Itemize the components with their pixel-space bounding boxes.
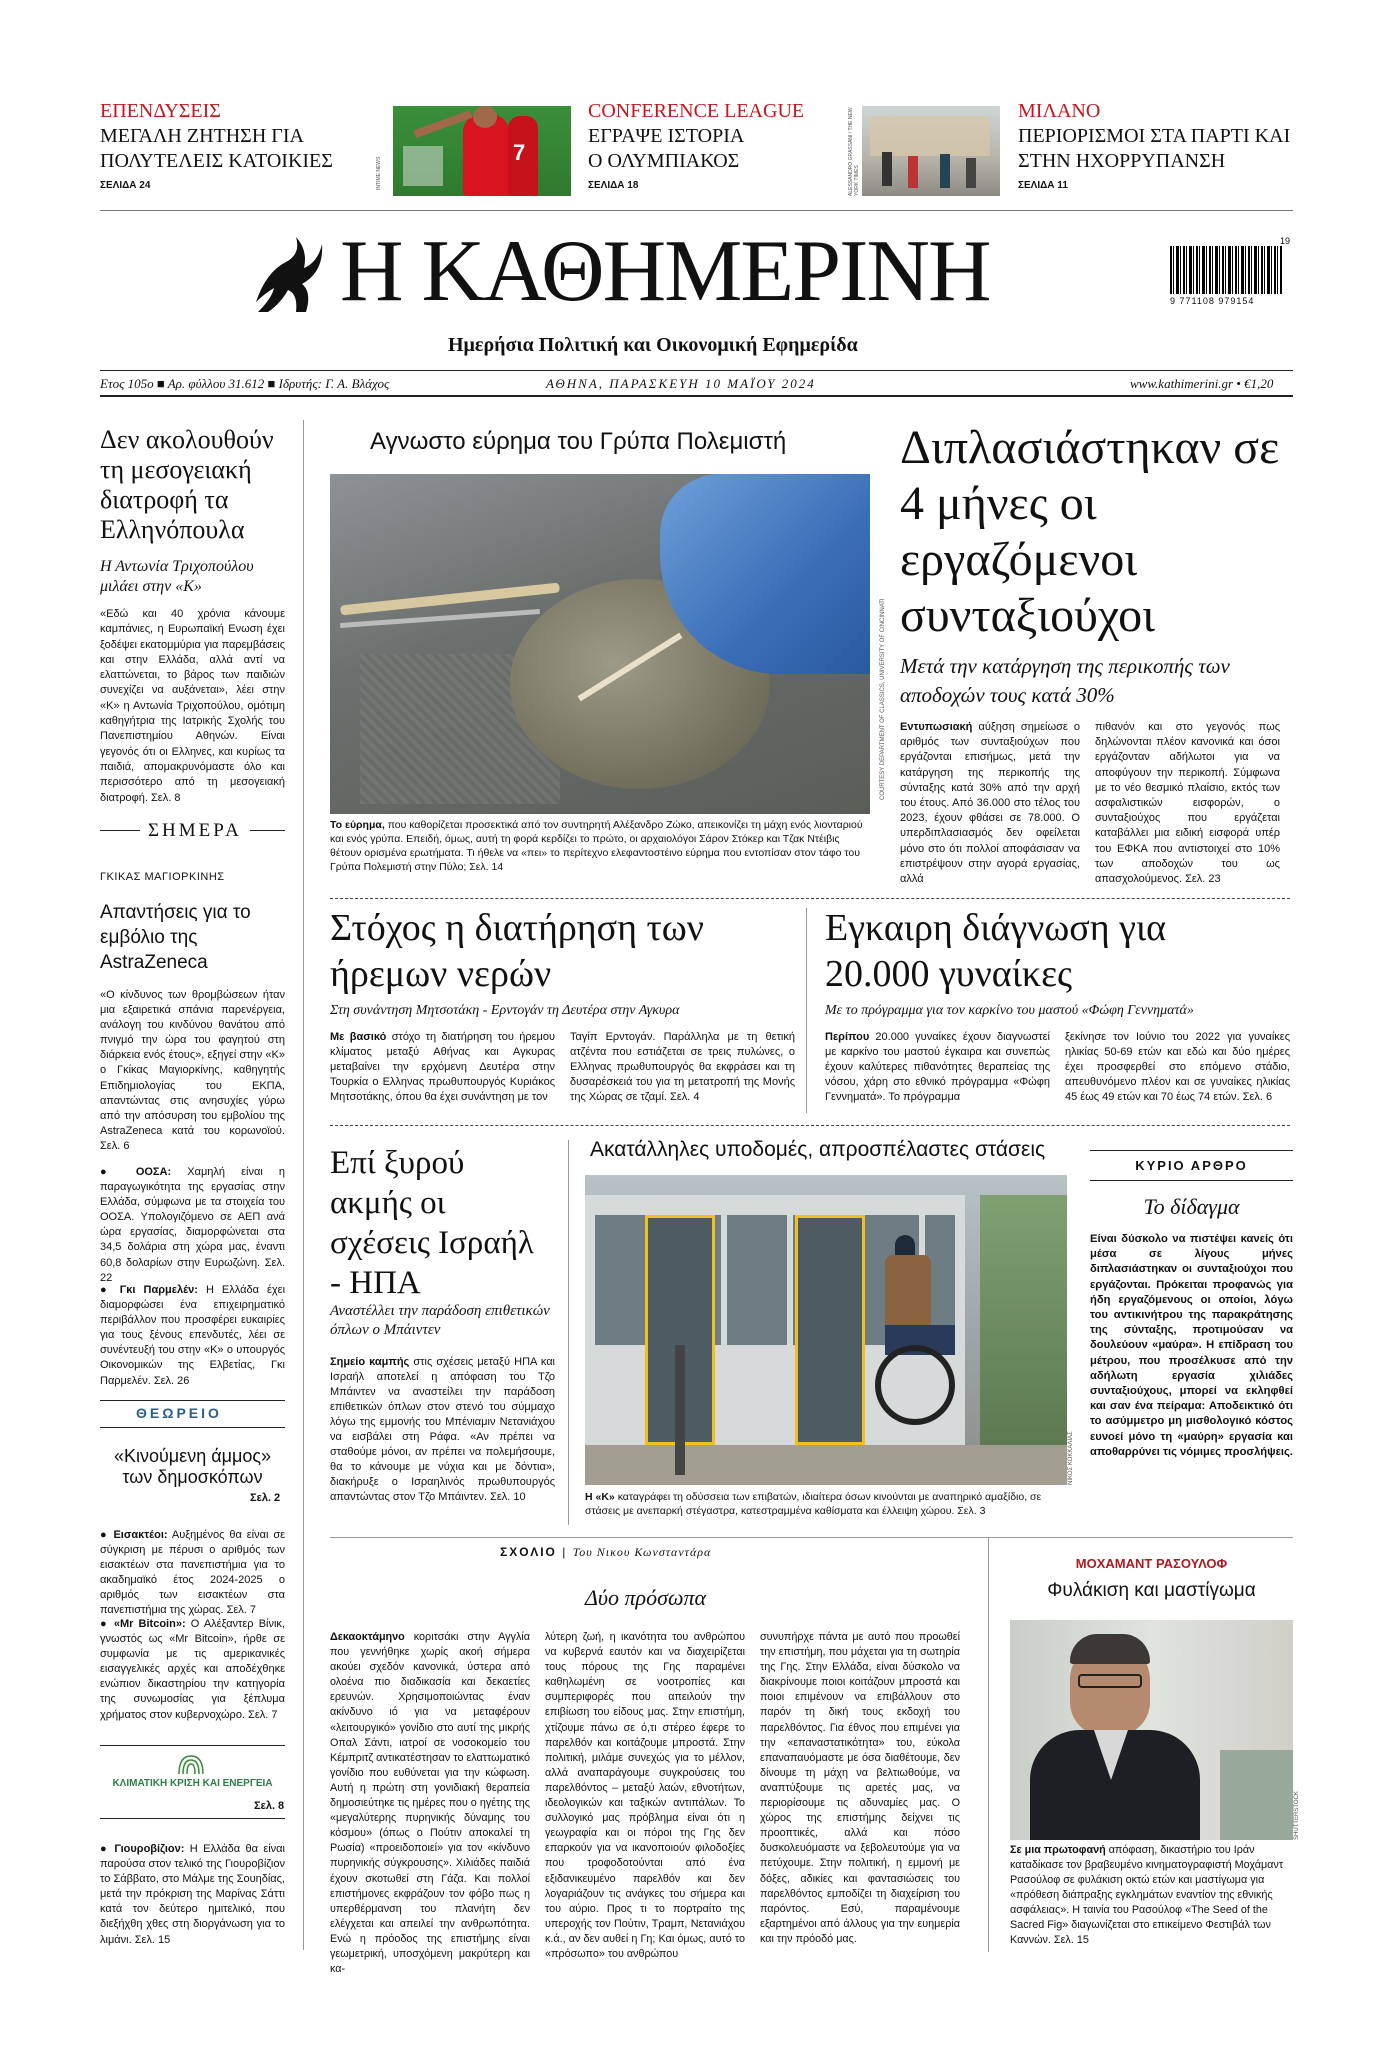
column-heading: ΣΧΟΛΙΟ | Του Νικου Κωνσταντάρα — [500, 1545, 712, 1559]
diagnosis-story-col1 — [825, 1030, 1050, 1110]
teaser-page: ΣΕΛΙΔΑ 11 — [1018, 180, 1068, 191]
divider — [100, 370, 1293, 371]
editorial-title: Το δίδαγμα — [1143, 1194, 1240, 1219]
caption-lead: Το εύρημα, — [330, 819, 385, 831]
divider — [330, 898, 1290, 899]
rasoulof-caption — [1010, 1843, 1293, 1948]
column-divider — [568, 1140, 569, 1525]
teaser-kicker: ΜΙΛΑΝΟ — [1018, 100, 1101, 122]
calm-story-title[interactable]: Στόχος η διατήρηση των ήρεμων νερών — [330, 907, 704, 995]
website-price: www.kathimerini.gr • €1,20 — [1130, 376, 1274, 391]
lead-story-subtitle: Μετά την κατάργηση της περικοπής των αποδοχών τους κατά 30% — [900, 654, 1230, 707]
editorial-box — [1090, 1150, 1293, 1520]
lead-story-col2: πιθανόν και στο γεγονός πως δηλώνονται πλέον κανονικά και όσοι εργάζονταν αδήλωτοι για να αποφύγουν την περικοπή. Σύμφωνα με το νέο θεσμικό πλαίσιο, εκτός των ασφαλιστικών εισφορών, ο συνταξιούχος που εργάζεται καταβάλλει μια ειδική εισφορά υπέρ του ΕΦΚΑ που αντιστοιχεί στο 10% των αποδοχών του ως απασχολούμενος. Σελ. 23 — [1095, 721, 1280, 886]
bullet-lead: Γιουροβίζιον: — [114, 1843, 185, 1855]
col-text: στόχο τη διατήρηση του ήρεμου κλίματος μεταξύ Αθήνας και Αγκυρας μεταβαίνει την ερχόμενη Δευτέρα στην Τουρκία ο Ελληνας πρωθυπουργός Κυριάκος Μητσοτάκης, όπου θα έχει συνάντηση με τον — [330, 1031, 555, 1103]
theorio-label: ΘΕΩΡΕΙΟ — [136, 1405, 222, 1421]
teaser-title: ΕΓΡΑΨΕ ΙΣΤΟΡΙΑ Ο ΟΛΥΜΠΙΑΚΟΣ — [588, 125, 744, 172]
divider — [100, 1427, 285, 1428]
bullet-text: Αυξημένος θα είναι σε σύγκριση με πέρυσι ο αριθμός των εισακτέων στα πανεπιστήμια για το ακαδημαϊκό έτος 2024-2025 ο αριθμός των εισακτέων στα πανεπιστήμια της χώρας. Σελ. 7 — [100, 1529, 286, 1617]
diagnosis-story-subtitle: Με το πρόγραμμα για τον καρκίνο του μαστού «Φώφη Γεννηματά» — [825, 1003, 1194, 1018]
lead-story-col1 — [900, 720, 1080, 886]
israel-story-body — [330, 1355, 555, 1523]
israel-story-title[interactable]: Επί ξυρού ακμής οι σχέσεις Ισραήλ - ΗΠΑ — [330, 1145, 534, 1301]
divider — [100, 210, 1293, 211]
center-photo-caption — [330, 818, 870, 896]
teaser-1[interactable] — [100, 100, 360, 200]
caption-text: απόφαση, δικαστήριο του Ιράν καταδίκασε τον βραβευμένο κινηματογραφιστή Μοχάμαντ Ρασούλοφ σε φυλάκιση οκτώ ετών και μαστίγωμα για «πρόθεση διάπραξης εγκλημάτων εναντίον της εθνικής ασφάλειας». Η ταινία του Ρασούλοφ «The Seed of the Sacred Fig» διαγωνίζεται στο επικείμενο Φεστιβάλ των Καννών. Σελ. 15 — [1010, 1844, 1284, 1946]
body-text: στις σχέσεις μεταξύ ΗΠΑ και Ισραήλ αποτελεί η απόφαση του Τζο Μπάιντεν να αναστείλει την παράδοση επιθετικών όπλων στον στενό του σύμμαχο λόγω της εμμονής του Μπένιαμιν Νετανιάχου να εισβάλει στη Ράφα. «Αν πρέπει να σταθούμε μόνοι, αν πρέπει να πολεμήσουμε, θα το κάνουμε με νύχια και με δόντια», διακήρυξε ο Ισραηλινός πρωθυπουργός απαντώντας στον Τζο Μπάιντεν. Σελ. 10 — [330, 1356, 556, 1503]
theorio-bullet-1: ● Εισακτέοι: Αυξημένος θα είναι σε σύγκριση με πέρυσι ο αριθμός των εισακτέων στα πανεπιστήμια για το ακαδημαϊκό έτος 2024-2025 ο αριθμός των εισακτέων στα πανεπιστήμια της χώρας. Σελ. 7 — [100, 1529, 286, 1617]
bus-photo-credit: ΝΙΚΟΣ ΚΟΚΚΑΛΙΑΣ — [1068, 1431, 1074, 1485]
lead-word: Σημείο καμπής — [330, 1356, 410, 1368]
teaser-photo-credit: INTIME NEWS — [376, 156, 382, 190]
divider — [330, 1537, 1293, 1538]
bullet-lead: ΟΟΣΑ: — [135, 1166, 172, 1178]
teaser-title: ΜΕΓΑΛΗ ΖΗΤΗΣΗ ΓΙΑ ΠΟΛΥΤΕΛΕΙΣ ΚΑΤΟΙΚΙΕΣ — [100, 125, 333, 172]
lead-word: Εντυπωσιακή — [900, 721, 973, 733]
bullet-lead: «Mr Bitcoin»: — [113, 1618, 186, 1630]
barcode-number: 9 771108 979154 — [1170, 296, 1255, 306]
caption-text: που καθορίζεται προσεκτικά από τον συντηρητή Αλέξανδρο Ζώκο, απεικονίζει τη μάχη ενός λιονταριού και ενός γρύπα. Επειδή, όμως, αυτή τη φορά κερδίζει το πρώτο, οι αρχαιολόγοι Σάρον Στόκερ και Τζακ Ντέιβις θέτουν ορισμένα ερωτήματα. Τι ήθελε να «πει» το περίτεχνο ελεφαντοστέινο εύρημα που εντοπίσαν στον τάφο του Γρύπα Πολεμιστή στην Πύλο; Σελ. 14 — [330, 819, 863, 873]
left-story-body: «Εδώ και 40 χρόνια κάνουμε καμπάνιες, η Ευρωπαϊκή Ενωση έχει ξοδέψει εκατομμύρια για παρεμβάσεις και στην Ελλάδα, αλλά αντί να ελαττώνεται, το βάρος των παιδιών συνεχίζει να αυξάνεται», λέει στην «Κ» η Αντωνία Τριχοπούλου, ομότιμη καθηγήτρια της Ιατρικής Σχολής του Πανεπιστημίου Αθηνών. Είναι γεγονός ότι οι Ελληνες, και κυρίως τα παιδιά, απομακρυνόμαστε όλο και περισσότερο από τη μεσογειακή διατροφή. Σελ. 8 — [100, 608, 285, 804]
teaser-page: ΣΕΛΙΔΑ 18 — [588, 180, 639, 191]
left-story[interactable] — [100, 425, 285, 804]
column-label: ΣΧΟΛΙΟ — [500, 1545, 557, 1559]
teaser-photo-milan — [862, 106, 1000, 196]
griffin-logo — [246, 232, 326, 322]
barcode-top: 19 — [1279, 236, 1290, 246]
divider — [100, 1400, 285, 1401]
issue-info: Ετος 105ο ■ Αρ. φύλλου 31.612 ■ Ιδρυτής: Γ. Α. Βλάχος — [100, 376, 390, 391]
theorio-bullet-2: ● «Mr Bitcoin»: Ο Αλέξαντερ Βίνικ, γνωστός ως «Mr Bitcoin», ήρθε σε συμφωνία με τις αμερικανικές εισαγγελικές αρχές και αποδέχθηκε ενώπιον δικαστηρίου την κατηγορία της συνωμοσίας για ξέπλυμα χρήματος στον κυβερνοχώρο. Σελ. 7 — [100, 1618, 285, 1721]
barcode — [1170, 236, 1290, 316]
bullet-text: Η Ελλάδα θα είναι παρούσα στον τελικό της Γιουροβίζιον το Σάββατο, στο Μάλμε της Σουηδίας, μετά την πρόκριση της Μαρίνας Σάττι κατά τον δεύτερο ημιτελικό, που διεξήχθη χθες στη διοργάνωση για το λιμάνι. Σελ. 15 — [100, 1843, 285, 1946]
masthead-title: Η ΚΑΘΗΜΕΡΙΝΗ — [340, 223, 990, 320]
rasoulof-credit: SHUTTERSTOCK — [1294, 1791, 1300, 1840]
divider — [100, 1818, 285, 1819]
simera-bullet-2: ● Γκι Παρμελέν: Η Ελλάδα έχει διαμορφώσει ένα επιχειρηματικό περιβάλλον που προσφέρει ευκαιρίες για τους ξένους επενδυτές, λέει σε συνέντευξή του στην «Κ» ο υπουργός Οικονομικών της Ελβετίας, Γκι Παρμελέν. Σελ. 26 — [100, 1284, 286, 1387]
column-author: Του Νικου Κωνσταντάρα — [572, 1545, 712, 1559]
teaser-2[interactable] — [588, 100, 828, 200]
column-title: Δύο πρόσωπα — [585, 1585, 707, 1610]
lead-word: Δεκαοκτάμηνο — [330, 1631, 405, 1643]
teaser-kicker: CONFERENCE LEAGUE — [588, 100, 805, 122]
teaser-photo-credit: ALESSANDRO GRASSANI / THE NEW YORK TIMES — [848, 107, 860, 196]
israel-story-subtitle: Αναστέλλει την παράδοση επιθετικών όπλων ο Μπάιντεν — [330, 1303, 550, 1338]
editorial-body: Είναι δύσκολο να πιστέψει κανείς ότι μέσα σε λίγους μήνες διπλασιάστηκαν οι συνταξιούχοι που εργάζονται. Πρόκειται προφανώς για ήδη εργαζόμενους οι οποίοι, λόγω του αντικινήτρου της παρακράτησης της σύνταξης, προτιμούσαν να δουλεύουν «μαύρα». Η επίδραση του μέτρου, που προσέλκυσε από την αδήλωτη εργασία χιλιάδες συνταξιούχους, μπορεί να εκληφθεί και σαν ένα πείραμα: Αποδεικτικό ότι το ασύμμετρο μη μισθολογικό κόστος ευνοεί μόνο τη «μαύρη» εργασία και αποθαρρύνει τις νόμιμες προσλήψεις. — [1090, 1233, 1293, 1458]
bus-photo — [585, 1175, 1067, 1485]
bullet-lead: Εισακτέοι: — [113, 1529, 168, 1541]
teaser-title: ΠΕΡΙΟΡΙΣΜΟΙ ΣΤΑ ΠΑΡΤΙ ΚΑΙ ΣΤΗΝ ΗΧΟΡΡΥΠΑΝΣΗ — [1018, 125, 1291, 172]
fingerprint-icon — [173, 1750, 209, 1776]
column-col3: συνυπήρχε πάντα με αυτό που προωθεί την επιστήμη, που μάχεται για τη σωτηρία της Γης. Στην Ελλάδα, είναι δύσκολο να διακρίνουμε ποιοι κοιτάζουν μπροστά και ποιοι επιμένουν να επιβάλλουν στο παρόν τη δική τους εκδοχή του παρελθόντος. Για έθνος που επιμένει για την «επαναστατικότητα» του, εύκολα επαναπαυόμαστε με όσα διαθέτουμε, δεν δίνουμε τη μάχη να βελτιωθούμε, να αναπτύξουμε τις αρετές μας, να περιορίσουμε τις αδυναμίες μας. Ο χώρος της επιστήμης δείχνει τις προοπτικές, αλλά και πόσο δυσκολευόμαστε να ξεβολευτούμε για να πετύχουμε. Στην πολιτική, η εμμονή με δόξες, αδικίες και φαντασιώσεις του παρελθόντος εμποδίζει τη διαχείριση του παρόντος. Εσύ, παραμένουμε εξαρτημένοι από άλλους για την ευημερία και την πρόοδό μας. — [760, 1631, 960, 1945]
left-story-title: Δεν ακολουθούν τη μεσογειακή διατροφή τα Ελληνόπουλα — [100, 425, 274, 544]
column-col1 — [330, 1630, 530, 1976]
calm-story-subtitle: Στη συνάντηση Μητσοτάκη - Ερντογάν τη Δευτέρα στην Αγκυρα — [330, 1003, 680, 1018]
column-divider — [988, 1537, 989, 1952]
center-photo-credit: COURTESY DEPARTMENT OF CLASSICS, UNIVERSITY OF CINCINNATI — [880, 598, 886, 800]
column-divider — [303, 420, 304, 1950]
left-story-byline: Η Αντωνία Τριχοπούλου μιλάει στην «Κ» — [100, 558, 254, 595]
simera-author: ΓΚΙΚΑΣ ΜΑΓΙΟΡΚΙΝΗΣ — [100, 871, 225, 883]
bus-photo-header: Ακατάλληλες υποδομές, απροσπέλαστες στάσεις — [590, 1138, 1046, 1161]
teaser-3[interactable] — [1018, 100, 1298, 200]
lead-story-title[interactable]: Διπλασιάστηκαν σε 4 μήνες οι εργαζόμενοι συνταξιούχοι — [900, 421, 1280, 642]
diagnosis-story-col2: ξεκίνησε τον Ιούνιο του 2022 για γυναίκες ηλικίας 50-69 ετών και εδώ και δύο ημέρες έχει προσφερθεί στο επόμενο στάδιο, απευθυνόμενο πλέον και σε γυναίκες ηλικίας 45 έως 49 ετών και 70 έως 74 ετών. Σελ. 6 — [1065, 1031, 1290, 1103]
center-photo — [330, 474, 870, 814]
diagnosis-story-title[interactable]: Εγκαιρη διάγνωση για 20.000 γυναίκες — [825, 907, 1167, 995]
divider — [100, 1745, 285, 1746]
col-text: κοριτσάκι στην Αγγλία που γεννήθηκε χωρίς ακοή σήμερα ακούει σχεδόν κανονικά, ύστερα από ολοένα πιο διαδικασία και δεκαετίες ερευνών. Χρησιμοποιώντας έναν ακίνδυνο ιό για να μεταφέρουν «λειτουργικό» γονίδιο στο αυτί της μικρής Οπαλ Σάντι, ιατροί σε νοσοκομείο του Κέμπριτζ αντικατέστησαν το ελαττωματικό γονίδιο που ευθύνεται για την κώφωση. Αυτή η πρώτη στη γονιδιακή θεραπεία δημοσιεύτηκε τις ημέρες που ο ηγέτης της «μεγαλύτερης πυρηνικής δύναμης του κόσμου» (όπως ο Πούτιν αποκαλεί τη Ρωσία) «προειδοποιεί» για τον «κίνδυνο πυρηνικής σύγκρουσης». Χιλιάδες παιδιά έχουν σκοτωθεί στη Γάζα. Και πολλοί επιστήμονες εκφράζουν τον φόβο πως η υπερθέρμανση του πλανήτη δεν ελέγχεται και απειλεί την ανθρωπότητα. Ενώ η πρόοδος της επιστήμης είναι γεωμετρική, υποσχόμενη μακρύτερη και κα- — [330, 1631, 530, 1976]
simera-label: ΣΗΜΕΡΑ — [140, 820, 250, 842]
eurovision-bullet: ● Γιουροβίζιον: Η Ελλάδα θα είναι παρούσα στον τελικό της Γιουροβίζιον το Σάββατο, στο Μάλμε της Σουηδίας, μετά την πρόκριση της Μαρίνας Σάττι κατά τον δεύτερο ημιτελικό, που διεξήχθη χθες στη διοργάνωση για το λιμάνι. Σελ. 15 — [100, 1843, 285, 1946]
rasoulof-title[interactable]: Φυλάκιση και μαστίγωμα — [1047, 1580, 1256, 1601]
rasoulof-photo — [1010, 1620, 1293, 1840]
bullet-text: Ο Αλέξαντερ Βίνικ, γνωστός ως «Mr Bitcoin», ήρθε σε συμφωνία με τις αμερικανικές εισαγγελικές αρχές και αποδέχθηκε ενώπιον δικαστηρίου την κατηγορία της συνωμοσίας για ξέπλυμα χρήματος στον κυβερνοχώρο. Σελ. 7 — [100, 1618, 285, 1721]
column-col2: λύτερη ζωή, η ικανότητα του ανθρώπου να κυβερνά εαυτόν και να διαχειρίζεται τους πόρους της Γης παραμένει καθηλωμένη σε νοοτροπίες και συμπεριφορές που απειλούν την επιβίωση του είδους μας. Στην επιστήμη, χτίζουμε πάνω σε ό,τι στέρεο έφερε το παρελθόν και κοιτάζουμε μπροστά. Στην πολιτική, μιλάμε συνεχώς για το μέλλον, αλλά αναπαράγουμε συγκρούσεις του παρελθόντος – μεταξύ λαών, εθνοτήτων, ιδεολογικών και ταξικών αντιπάλων. Το συλλογικό μας πρόβλημα είναι ότι η γεωγραφία και οι πόροι της Γης δεν επαρκούν για να ικανοποιούν φιλοδοξίες που τροφοδοτούνται από ένα εξιδανικευμένο παρελθόν και δεν λογαριάζουν τις ανάγκες του σήμερα και του αύριο. Προς τι το πορτραίτο της υπεροχής τον Πούτιν, Τραμπ, Νετανιάχου κ.ά., αν δεν αυθεί η Γη; Και όμως, αυτό το «πρόσωπο» του ανθρώπου — [545, 1631, 745, 1960]
column-divider — [806, 908, 807, 1113]
caption-text: καταγράφει τη οδύσσεια των επιβατών, ιδιαίτερα όσων κινούνται με αναπηρικό αμαξίδιο, σε στάσεις με ανεπαρκή στέγαστρα, κατεστραμμένα καθίσματα και έλλειψη χώρου. Σελ. 3 — [585, 1491, 1042, 1517]
calm-story-col2: Ταγίπ Ερντογάν. Παράλληλα με τη θετική ατζέντα που εστιάζεται σε τρεις πυλώνες, ο Ελληνας πρωθυπουργός θα εκφράσει και τη δυσαρέσκειά του για τη μετατροπή της Μονής της Χώρας σε τζαμί. Σελ. 4 — [570, 1031, 795, 1103]
editorial-label: ΚΥΡΙΟ ΑΡΘΡΟ — [1135, 1158, 1248, 1173]
lead-word: Περίπου — [825, 1031, 870, 1043]
date-line: ΑΘΗΝΑ, ΠΑΡΑΣΚΕΥΗ 10 ΜΑΪΟΥ 2024 — [546, 376, 816, 391]
caption-lead: Η «Κ» — [585, 1491, 615, 1503]
col-text: 20.000 γυναίκες έχουν διαγνωστεί με καρκίνο του μαστού έγκαιρα και συνεπώς έχουν καλύτερες πιθανότητες θεραπείας της νόσου, χάρη στο εθνικό πρόγραμμα «Φώφη Γεννηματά». Το πρόγραμμα — [825, 1031, 1050, 1103]
center-photo-header: Αγνωστο εύρημα του Γρύπα Πολεμιστή — [370, 428, 787, 455]
divider — [330, 1125, 1290, 1126]
bullet-lead: Γκι Παρμελέν: — [119, 1284, 198, 1296]
bullet-text: Η Ελλάδα έχει διαμορφώσει ένα επιχειρηματικό περιβάλλον που προσφέρει ευκαιρίες για τους ξένους επενδυτές, λέει σε συνέντευξή του στην «Κ» ο υπουργός Οικονομικών της Ελβετίας, Γκι Παρμελέν. Σελ. 26 — [100, 1284, 286, 1387]
rasoulof-kicker: ΜΟΧΑΜΑΝΤ ΡΑΣΟΥΛΟΦ — [1075, 1556, 1228, 1571]
theorio-page: Σελ. 2 — [250, 1492, 281, 1504]
teaser-page: ΣΕΛΙΔΑ 24 — [100, 180, 151, 191]
theorio-title[interactable]: «Κινούμενη άμμος» των δημοσκόπων — [113, 1446, 272, 1487]
teaser-kicker: ΕΠΕΝΔΥΣΕΙΣ — [100, 100, 221, 122]
simera-title: Απαντήσεις για το εμβόλιο της AstraZeneca — [100, 902, 251, 973]
climate-label: ΚΛΙΜΑΤΙΚΗ ΚΡΙΣΗ ΚΑΙ ΕΝΕΡΓΕΙΑ — [112, 1778, 273, 1789]
caption-lead: Σε μια πρωτοφανή — [1010, 1844, 1106, 1856]
climate-page: Σελ. 8 — [254, 1800, 285, 1812]
masthead-subtitle: Ημερήσια Πολιτική και Οικονομική Εφημερίδα — [448, 334, 858, 356]
divider — [100, 395, 1293, 397]
bullet-text: Χαμηλή είναι η παραγωγικότητα της εργασίας στην Ελλάδα, σύμφωνα με τα στοιχεία του ΟΟΣΑ. Υπολογιζόμενο σε ΑΕΠ ανά ώρα εργασίας, διαμορφώνεται στα 34,5 δολάρια στη χώρα μας, έναντι 60,8 δολαρίων στην Ευρωζώνη. Σελ. 22 — [100, 1166, 286, 1284]
bus-photo-caption — [585, 1490, 1067, 1524]
simera-bullet-1: ● ΟΟΣΑ: Χαμηλή είναι η παραγωγικότητα της εργασίας στην Ελλάδα, σύμφωνα με τα στοιχεία του ΟΟΣΑ. Υπολογιζόμενο σε ΑΕΠ ανά ώρα εργασίας, διαμορφώνεται στα 34,5 δολάρια στη χώρα μας, έναντι 60,8 δολαρίων στην Ευρωζώνη. Σελ. 22 — [100, 1166, 286, 1284]
teaser-photo-football: 7 — [393, 106, 571, 196]
simera-body: «Ο κίνδυνος των θρομβώσεων ήταν μια εξαιρετικά σπάνια παρενέργεια, ανάλογη του κινδύνου θανάτου από πνιγμό την ώρα του φαγητού στη διάρκεια ενός έτους», εξηγεί στην «Κ» ο Γκίκας Μαγιορκίνης, καθηγητής Επιδημιολογίας του ΕΚΠΑ, απαντώντας στις ανησυχίες γύρω από την απόσυρση του εμβολίου της AstraZeneca κατά του κορωνοϊού. Σελ. 6 — [100, 989, 285, 1152]
col-text: αύξηση σημείωσε ο αριθμός των συνταξιούχων που εργάζονται επισήμως, μετά την κατάργηση της περικοπής της σύνταξης κατά 30% από την αρχή του έτους. Από 36.000 στο τέλος του 2023, έχουν φθάσει σε 78.000. Ο υπερδιπλασιασμός δεν οφείλεται μόνο στο ότι πολλοί αποφάσισαν να επιστρέψουν στην αγορά εργασίας, αλλά — [900, 721, 1080, 886]
calm-story-col1 — [330, 1030, 555, 1110]
lead-word: Με βασικό — [330, 1031, 387, 1043]
